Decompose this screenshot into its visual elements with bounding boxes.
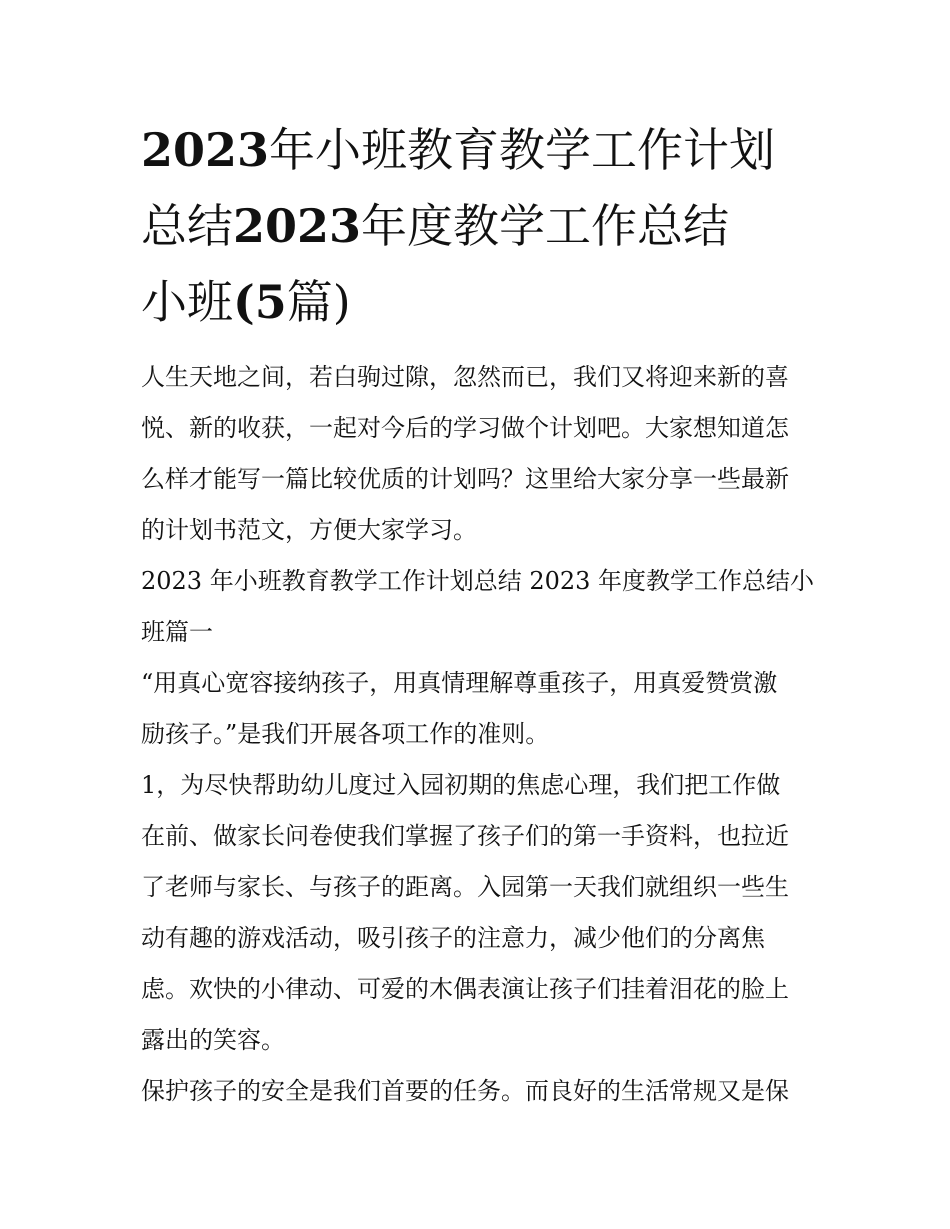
title-text: (5 bbox=[233, 275, 287, 329]
title-line bbox=[141, 112, 813, 188]
title-line bbox=[141, 264, 813, 340]
text-line: 悦、新的收获，一起对今后的学习做个计划吧。大家想知道怎 bbox=[141, 414, 789, 442]
text-line: 1，为尽快帮助幼儿度过入园初期的焦虑心理，我们把工作做 bbox=[141, 771, 781, 799]
text-line: 动有趣的游戏活动，吸引孩子的注意力，减少他们的分离焦 bbox=[141, 924, 765, 952]
text-line: 2023 年小班教育教学工作计划总结 2023 年度教学工作总结小 bbox=[141, 567, 815, 595]
section-heading bbox=[141, 556, 813, 658]
text-line: 虑。欢快的小律动、可爱的木偶表演让孩子们挂着泪花的脸上 bbox=[141, 975, 789, 1003]
text-line: 保护孩子的安全是我们首要的任务。而良好的生活常规又是保 bbox=[141, 1077, 789, 1105]
text-line: 的计划书范文，方便大家学习。 bbox=[141, 516, 477, 544]
text-line: 励孩子。”是我们开展各项工作的准则。 bbox=[141, 720, 550, 748]
document-title bbox=[141, 112, 813, 340]
document-body bbox=[141, 352, 813, 1117]
title-text: 篇) bbox=[286, 275, 351, 329]
title-text: 年小班教育教学工作计划 bbox=[269, 123, 776, 177]
body-paragraph bbox=[141, 760, 813, 1066]
text-line: 了老师与家长、与孩子的距离。入园第一天我们就组织一些生 bbox=[141, 873, 789, 901]
intro-paragraph bbox=[141, 352, 813, 556]
text-line: “用真心宽容接纳孩子，用真情理解尊重孩子，用真爱赞赏激 bbox=[141, 669, 778, 697]
text-line: 人生天地之间，若白驹过隙，忽然而已，我们又将迎来新的喜 bbox=[141, 363, 789, 391]
title-text: 2023 bbox=[141, 123, 270, 177]
text-line: 班篇一 bbox=[141, 618, 213, 646]
title-text: 总结 bbox=[141, 199, 233, 253]
document-page bbox=[141, 112, 813, 1117]
text-line: 在前、做家长问卷使我们掌握了孩子们的第一手资料，也拉近 bbox=[141, 822, 789, 850]
title-line bbox=[141, 188, 813, 264]
text-line: 么样才能写一篇比较优质的计划吗？这里给大家分享一些最新 bbox=[141, 465, 789, 493]
title-text: 年度教学工作总结 bbox=[361, 199, 730, 253]
body-paragraph bbox=[141, 1066, 813, 1117]
text-line: 露出的笑容。 bbox=[141, 1026, 285, 1054]
quote-paragraph bbox=[141, 658, 813, 760]
title-text: 小班 bbox=[141, 275, 233, 329]
title-text: 2023 bbox=[233, 199, 362, 253]
